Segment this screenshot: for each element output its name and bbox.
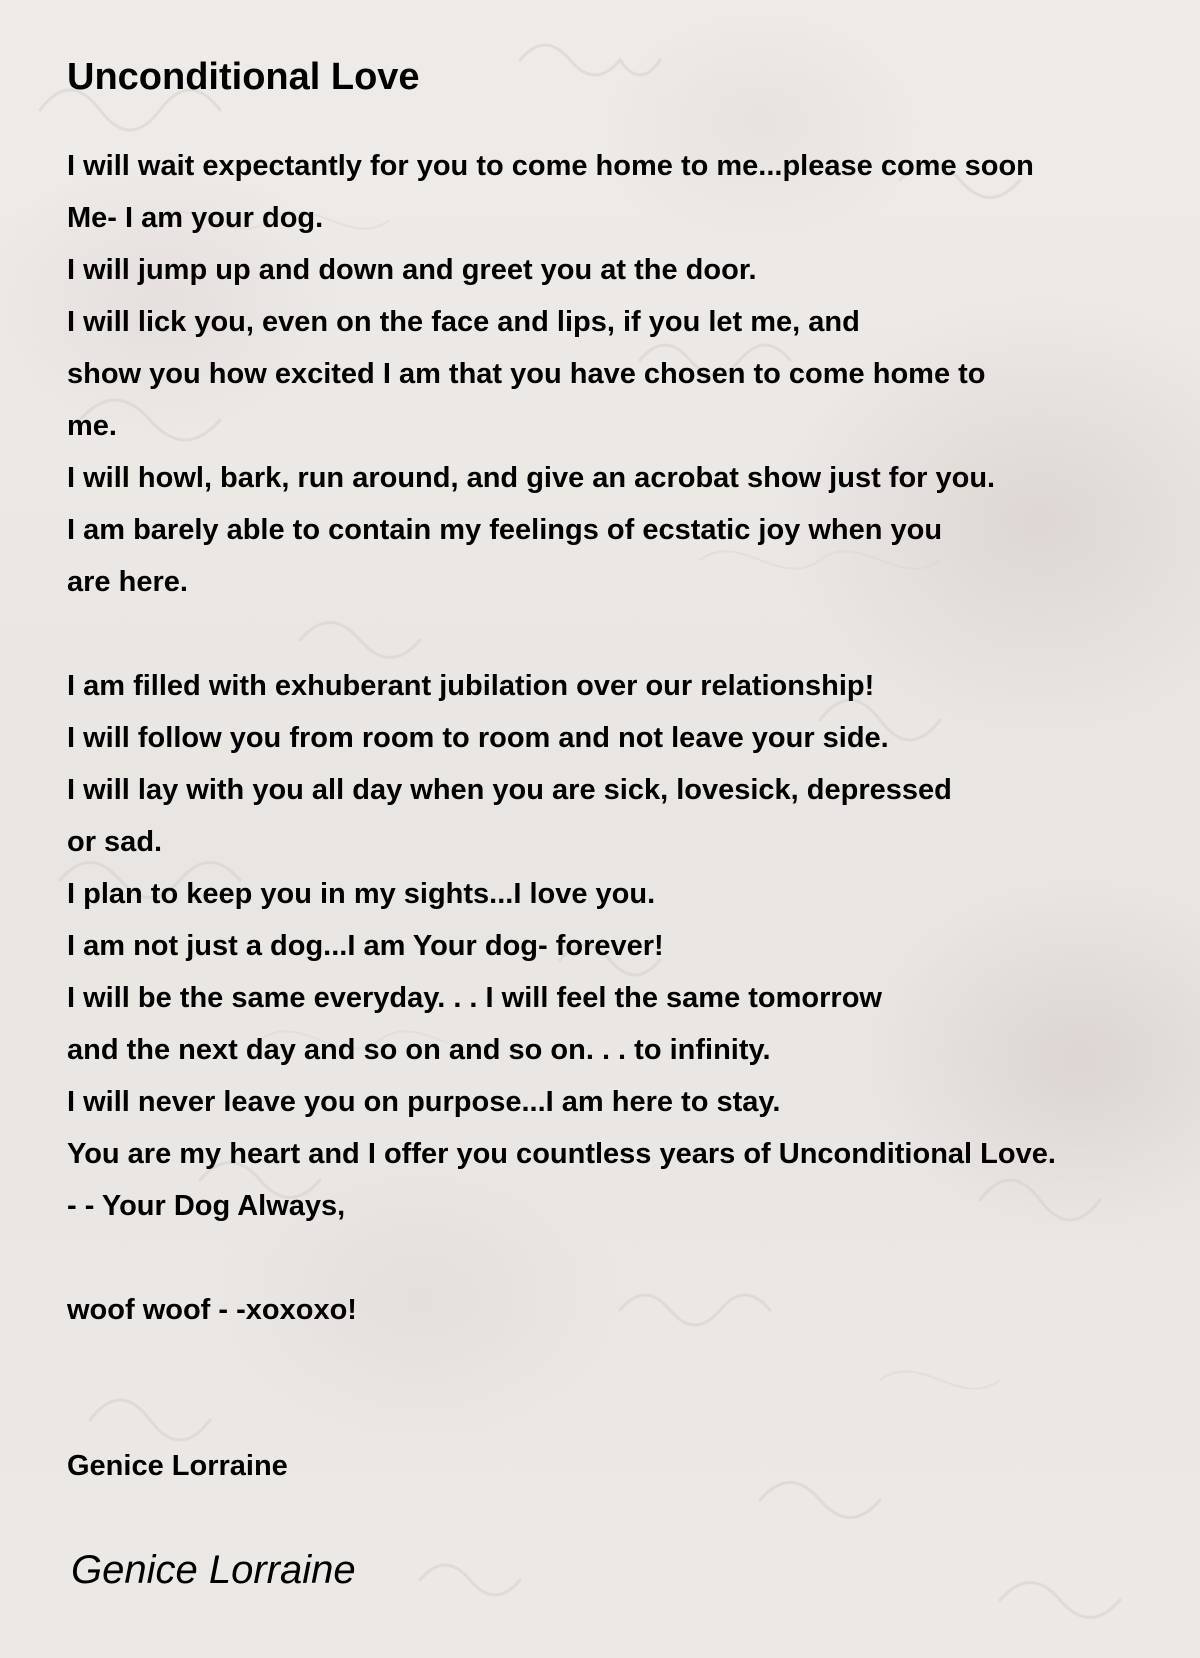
poem-page [67, 50, 1177, 1598]
poem-title: Unconditional Love [67, 56, 420, 98]
poem-line: me. [67, 410, 117, 442]
poem-line: or sad. [67, 826, 163, 858]
poem-line: I will never leave you on purpose...I am here to stay. [67, 1086, 781, 1118]
stanza-break [67, 1232, 1177, 1284]
author-signature: Genice Lorraine [71, 1548, 356, 1592]
poem-line: and the next day and so on and so on. . . to infinity. [67, 1034, 771, 1066]
poem-line: show you how excited I am that you have chosen to come home to [67, 358, 986, 390]
poem-line: You are my heart and I offer you countless years of Unconditional Love. [67, 1138, 1056, 1170]
author-name: Genice Lorraine [67, 1450, 288, 1482]
poem-stanza-1 [67, 140, 1177, 608]
poem-line: I will lay with you all day when you are sick, lovesick, depressed [67, 774, 952, 806]
poem-line: I am not just a dog...I am Your dog- forever! [67, 930, 664, 962]
poem-line: Me- I am your dog. [67, 202, 324, 234]
poem-line: are here. [67, 566, 188, 598]
poem-line: I will follow you from room to room and not leave your side. [67, 722, 889, 754]
stanza-break [67, 608, 1177, 660]
poem-line: I will lick you, even on the face and lips, if you let me, and [67, 306, 860, 338]
poem-line: I will wait expectantly for you to come home to me...please come soon [67, 150, 1034, 182]
poem-line: I will be the same everyday. . . I will feel the same tomorrow [67, 982, 882, 1014]
poem-stanza-2 [67, 660, 1177, 1232]
poem-line: I will howl, bark, run around, and give an acrobat show just for you. [67, 462, 996, 494]
poem-line: I plan to keep you in my sights...I love you. [67, 878, 656, 910]
poem-line: I am barely able to contain my feelings of ecstatic joy when you [67, 514, 943, 546]
poem-line: I will jump up and down and greet you at the door. [67, 254, 757, 286]
poem-line: - - Your Dog Always, [67, 1190, 346, 1222]
poem-closing-line: woof woof - -xoxoxo! [67, 1294, 357, 1326]
poem-line: I am filled with exhuberant jubilation over our relationship! [67, 670, 875, 702]
